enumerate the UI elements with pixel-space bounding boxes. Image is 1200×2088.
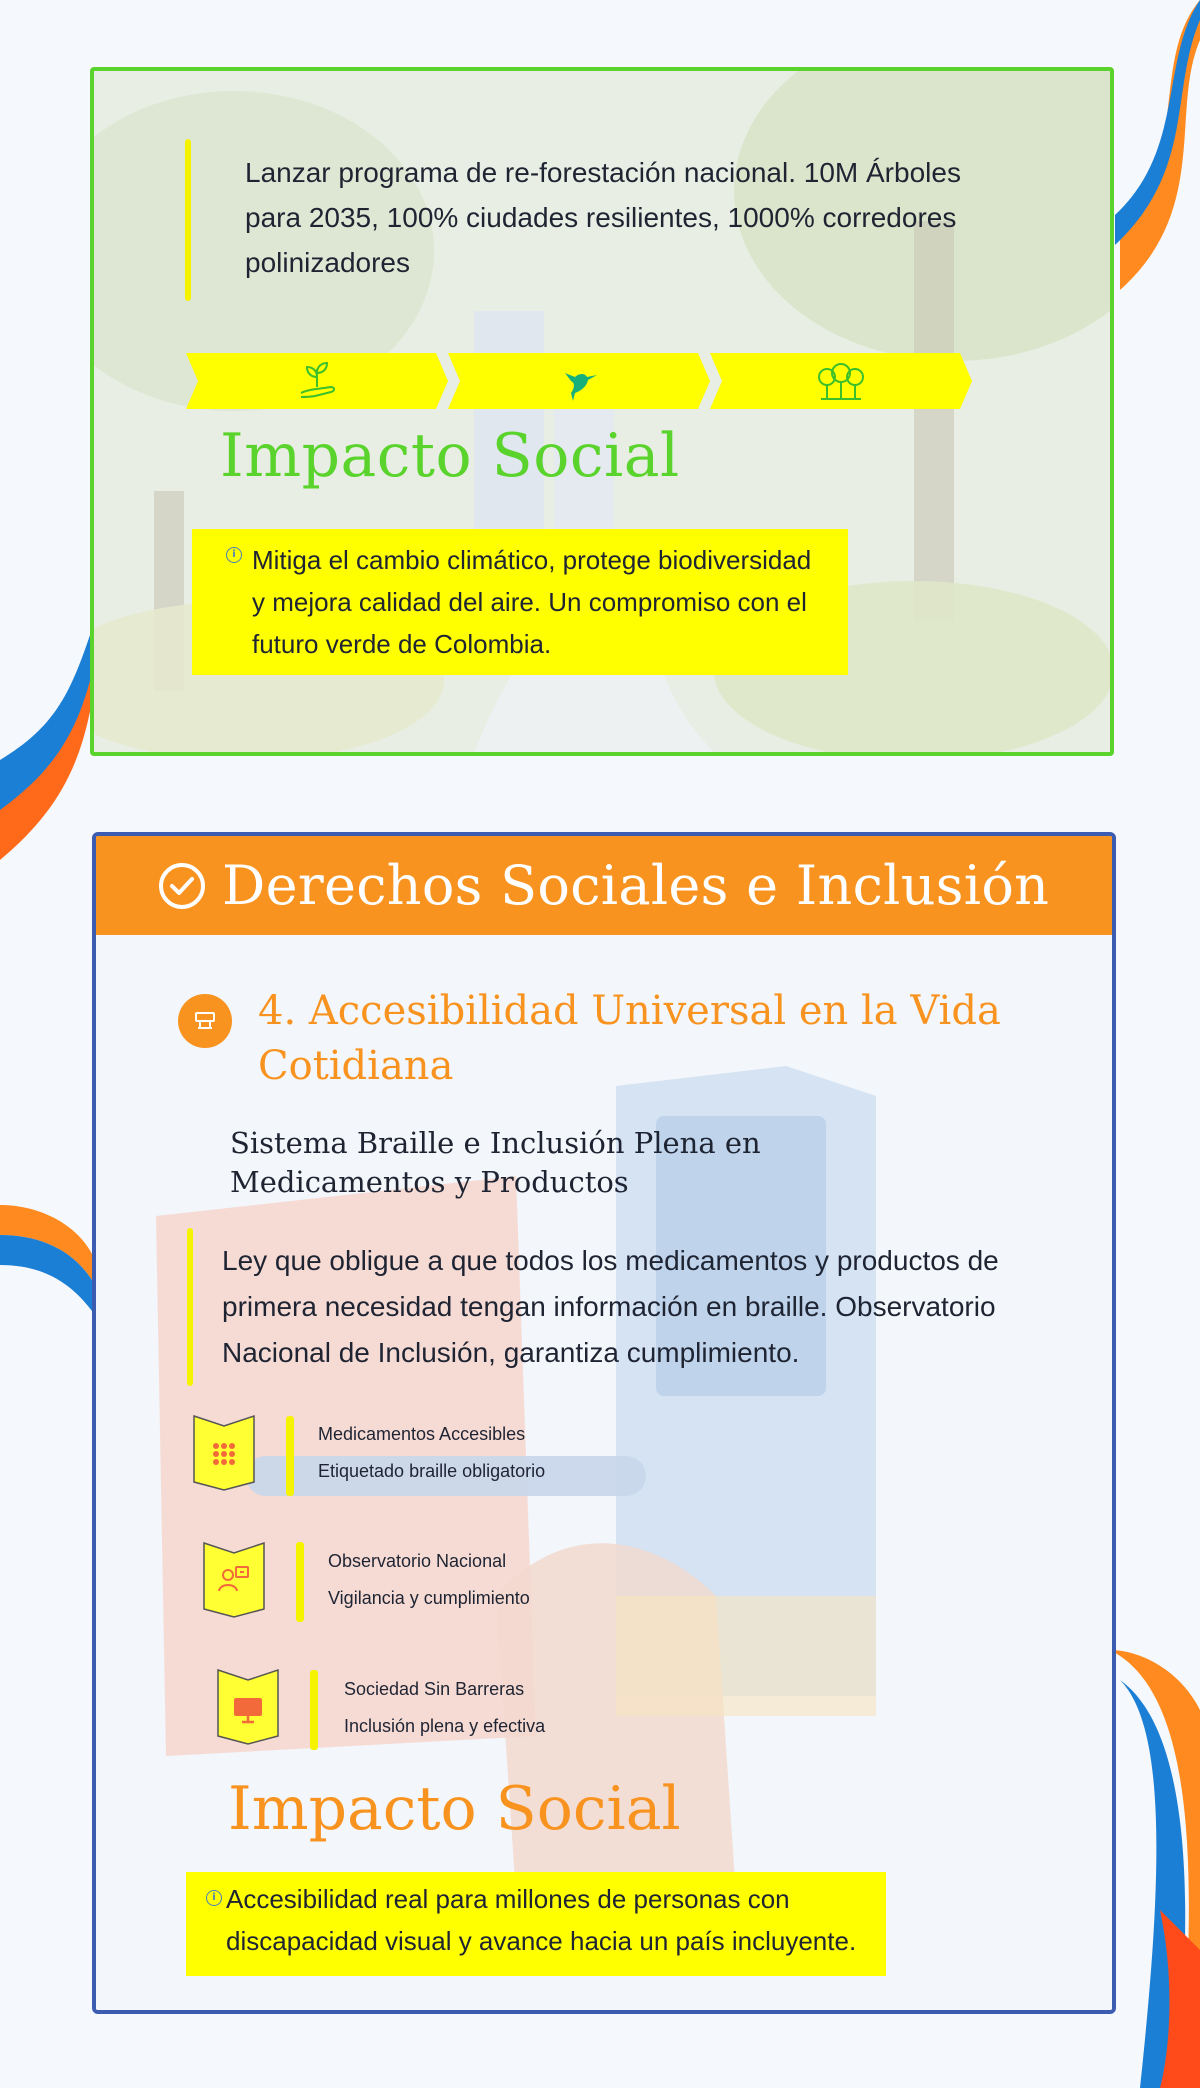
hand-plant-icon (295, 359, 339, 403)
impact-callout (186, 1872, 886, 1976)
feature-accent-bar (310, 1670, 318, 1750)
ribbon-left-middle (0, 1205, 95, 1325)
info-icon: i (206, 1890, 222, 1906)
check-circle-icon (158, 862, 206, 910)
impact-text: Mitiga el cambio climático, protege biodiversidad y mejora calidad del aire. Un compromiso con el futuro verde de Colombia. (252, 545, 812, 659)
feature-desc: Etiquetado braille obligatorio (318, 1461, 546, 1481)
feature-desc: Vigilancia y cumplimiento (328, 1588, 530, 1608)
rights-proposal-text: Ley que obligue a que todos los medicamentos y productos de primera necesidad tengan información en braille. Observatorio Nacional de Inclusión, garantiza cumplimiento. (222, 1245, 999, 1368)
feature-title: Sociedad Sin Barreras (344, 1679, 525, 1699)
impact-callout (192, 529, 848, 675)
environment-card (90, 67, 1114, 756)
impact-title: Impacto Social (220, 421, 680, 491)
monitor-icon (216, 1668, 280, 1746)
trees-icon (817, 359, 865, 403)
header-title: Derechos Sociales e Inclusión (222, 854, 1050, 917)
feature-accent-bar (286, 1416, 294, 1496)
subsection-title: Sistema Braille e Inclusión Plena en Medicamentos y Productos (230, 1126, 761, 1199)
quote-accent-bar (187, 1228, 193, 1386)
person-inspect-icon (202, 1541, 266, 1619)
section-title: 4. Accesibilidad Universal en la Vida Cotidiana (258, 988, 1001, 1089)
step-arrow (186, 353, 448, 409)
braille-dots-icon (192, 1414, 256, 1492)
feature-accent-bar (296, 1542, 304, 1622)
quote-accent-bar (185, 139, 191, 301)
impact-title: Impacto Social (228, 1774, 681, 1844)
section-header (96, 836, 1112, 935)
feature-desc: Inclusión plena y efectiva (344, 1716, 546, 1736)
section-icon (178, 994, 232, 1048)
accessibility-sign-icon (190, 1006, 220, 1036)
ribbon-left-upper (0, 620, 95, 860)
impact-text: Accesibilidad real para millones de personas con discapacidad visual y avance hacia un país incluyente. (226, 1884, 857, 1956)
feature-title: Medicamentos Accesibles (318, 1424, 526, 1444)
step-arrow (710, 353, 972, 409)
environment-proposal-text: Lanzar programa de re-forestación nacional. 10M Árboles para 2035, 100% ciudades resilientes, 1000% corredores polinizadores (245, 157, 961, 278)
hummingbird-icon (557, 359, 601, 403)
step-arrow (448, 353, 710, 409)
rights-card (92, 832, 1116, 2014)
info-icon: i (226, 547, 242, 563)
feature-title: Observatorio Nacional (328, 1551, 507, 1571)
